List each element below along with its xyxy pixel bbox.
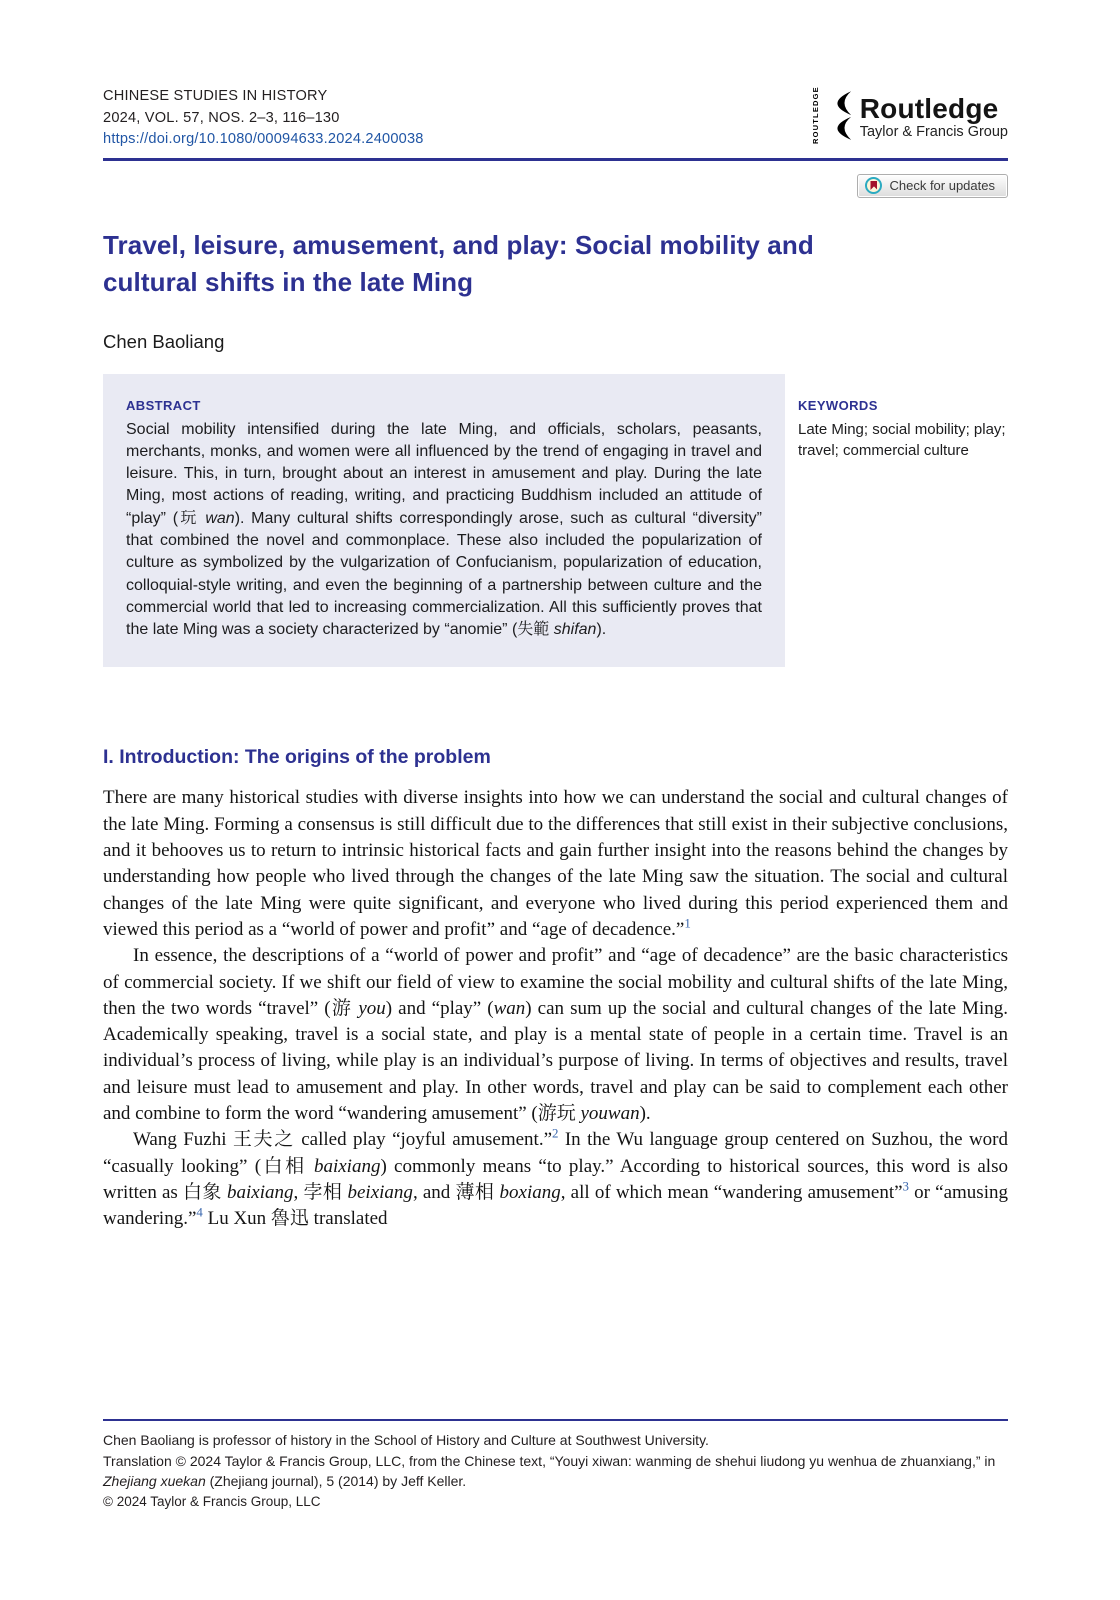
abstract-text: Social mobility intensified during the late Ming, and officials, scholars, peasants, merchants, monks, and women were all influenced by the trend of engaging in travel and leisure. This, in turn, brought about an interest in amusement and play. During the late Ming, most actions of reading, writing, and practicing Buddhism included an attitude of “play” (玩 wan). Many cultural shifts correspondingly arose, such as cultural “diversity” that combined the novel and commonplace. These also included the popularization of culture as symbolized by the vulgarization of Confucianism, popularization of education, colloquial-style writing, and even the beginning of a partnership between culture and the commercial world that led to increasing commercialization. All this sufficiently proves that the late Ming was a society characterized by “anomie” (失範 shifan). — [126, 420, 763, 639]
author-name: Chen Baoliang — [103, 330, 225, 352]
body-paragraph-2: In essence, the descriptions of a “world of power and profit” and “age of decadence” are the basic characteristics of commercial society. If we shift our field of view to examine the social mobility and cultural shifts of the late Ming, then the two words “travel” (游 you) and “play” (wan) can sum up the social and cultural changes of the late Ming. Academically speaking, travel is a social state, and play is a mental state of people in a certain time. Travel is an individual’s process of living, while play is an individual’s purpose of living. In terms of objectives and results, travel and leisure must lead to amusement and play. In other words, travel and play can be said to complement each other and combine to form the word “wandering amusement” (游玩 youwan). — [103, 945, 1008, 1125]
journal-name: CHINESE STUDIES IN HISTORY — [103, 88, 328, 104]
doi-link[interactable]: https://doi.org/10.1080/00094633.2024.2400038 — [103, 131, 424, 147]
check-for-updates-label: Check for updates — [889, 178, 995, 193]
publisher-name: Routledge — [859, 92, 999, 124]
abstract-label: ABSTRACT — [126, 397, 201, 413]
header-rule — [103, 158, 1008, 161]
body-paragraph-3: Wang Fuzhi 王夫之 called play “joyful amusement.”$^2$ In the Wu language group centered on Suzhou, the word “casually looking” (白相 baixiang) commonly means “to play.” According to historical sources, this word is also written as 白象 baixiang, 孛相 beixiang, and 薄相 boxiang, all of which mean “wandering amusement”$^3$ or “amusing wandering.”$^4$ Lu Xun 魯迅 translated — [103, 1126, 1008, 1230]
keywords-text: Late Ming; social mobility; play; travel; commercial culture — [798, 420, 1006, 459]
first-page-footnote — [103, 1419, 1008, 1512]
article-title-line2: cultural shifts in the late Ming — [103, 266, 474, 297]
masthead — [103, 86, 1008, 151]
article-title — [103, 227, 1008, 301]
crossmark-icon — [865, 177, 882, 194]
copyright-note: © 2024 Taylor & Francis Group, LLC — [103, 1493, 321, 1509]
routledge-glyph-icon — [822, 88, 852, 144]
keywords-section — [798, 374, 1008, 668]
translation-note: Translation © 2024 Taylor & Francis Group, LLC, from the Chinese text, “Youyi xiwan: wanming de shehui liudong yu wenhua de zhuanxiang,” in Zhejiang xuekan (Zhejiang journal), 5 (2014) by Jeff Keller. — [103, 1452, 996, 1489]
publisher-group: Taylor & Francis Group — [859, 123, 1008, 140]
article-title-line1: Travel, leisure, amusement, and play: Social mobility and — [103, 229, 814, 260]
footnote-rule — [103, 1419, 1008, 1421]
section-heading-introduction: I. Introduction: The origins of the problem — [103, 746, 491, 769]
keywords-label: KEYWORDS — [798, 397, 878, 413]
check-for-updates-button[interactable] — [857, 174, 1008, 198]
body-paragraph-1: There are many historical studies with diverse insights into how we can understand the social and cultural changes of the late Ming. Forming a consensus is still difficult due to the differences that still exist in their subjective conclusions, and it behooves us to return to intrinsic historical facts and gain further insight into the reasons behind the changes by understanding how people who lived through the changes of the late Ming saw the situation. The social and cultural changes of the late Ming were quite significant, and everyone who lived during this period experienced them and viewed this period as a “world of power and profit” and “age of decadence.”$^1$ — [103, 787, 1008, 940]
routledge-vertical-text: ROUTLEDGE — [810, 86, 820, 144]
journal-issue-info: 2024, VOL. 57, NOS. 2–3, 116–130 — [103, 109, 340, 126]
routledge-logo — [811, 88, 1008, 144]
abstract-section — [103, 374, 785, 668]
author-affiliation-note: Chen Baoliang is professor of history in the School of History and Culture at Southwest University. — [103, 1432, 709, 1448]
